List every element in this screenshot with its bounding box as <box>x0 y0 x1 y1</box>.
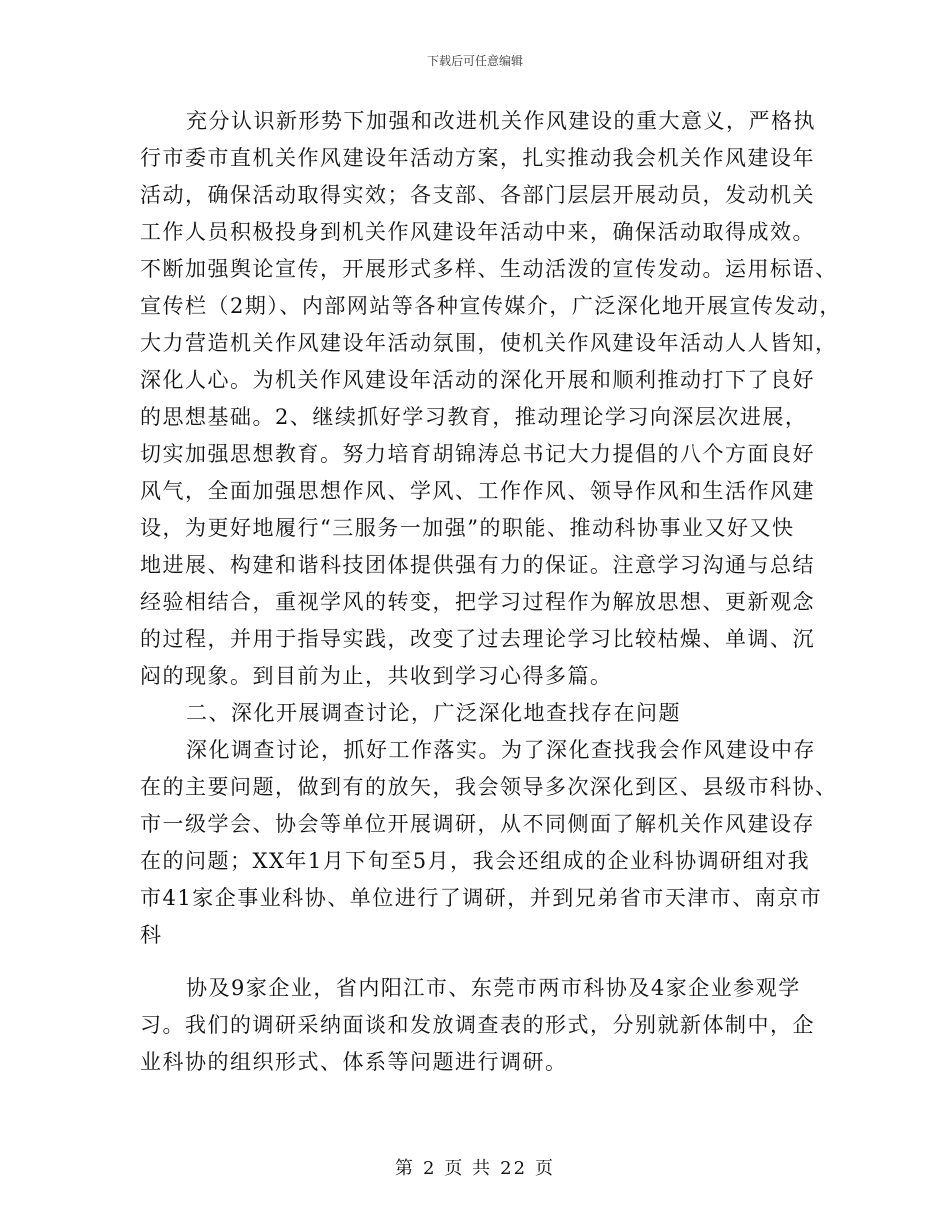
page-footer <box>0 1154 950 1180</box>
paragraph-line: 的过程，并用于指导实践，改变了过去理论学习比较枯燥、单调、沉 <box>140 627 815 651</box>
paragraph-line: 市41家企事业科协、单位进行了调研，并到兄弟省市天津市、南京市 <box>140 886 823 910</box>
paragraph-line: 深化调查讨论，抓好工作落实。为了深化查找我会作风建设中存 <box>186 738 816 762</box>
paragraph-line: 活动，确保活动取得实效；各支部、各部门层层开展动员，发动机关 <box>140 183 815 207</box>
paragraph-line: 在的问题；XX年1月下旬至5月，我会还组成的企业科协调研组对我 <box>140 849 811 873</box>
paragraph-line: 经验相结合，重视学风的转变，把学习过程作为解放思想、更新观念 <box>140 590 815 614</box>
footer-suffix: 页 <box>535 1158 556 1179</box>
paragraph-line: 大力营造机关作风建设年活动氛围，使机关作风建设年活动人人皆知， <box>140 331 838 355</box>
paragraph-line: 的思想基础。2、继续抓好学习教育，推动理论学习向深层次进展， <box>140 405 808 429</box>
paragraph-line: 在的主要问题，做到有的放矢，我会领导多次深化到区、县级市科协、 <box>140 775 838 799</box>
paragraph-line: 深化人心。为机关作风建设年活动的深化开展和顺利推动打下了良好 <box>140 368 815 392</box>
paragraph-line: 宣传栏（2期）、内部网站等各种宣传媒介，广泛深化地开展宣传发动， <box>140 294 842 318</box>
footer-prefix: 第 <box>394 1158 415 1179</box>
paragraph-line: 协及9家企业，省内阳江市、东莞市两市科协及4家企业参观学 <box>186 976 801 1000</box>
current-page-number: 2 <box>422 1158 437 1179</box>
total-page-count: 22 <box>500 1158 528 1179</box>
paragraph-line: 不断加强舆论宣传，开展形式多样、生动活泼的宣传发动。运用标语、 <box>140 257 838 281</box>
paragraph-line: 切实加强思想教育。努力培育胡锦涛总书记大力提倡的八个方面良好 <box>140 442 815 466</box>
paragraph-line: 科 <box>140 923 163 947</box>
paragraph-line: 设，为更好地履行“三服务一加强”的职能、推动科协事业又好又快 <box>140 516 795 540</box>
paragraph-line: 充分认识新形势下加强和改进机关作风建设的重大意义，严格执 <box>186 109 816 133</box>
paragraph-line: 行市委市直机关作风建设年活动方案，扎实推动我会机关作风建设年 <box>140 146 815 170</box>
page-header: 下载后可任意编辑 <box>426 54 523 68</box>
paragraph-line: 风气，全面加强思想作风、学风、工作作风、领导作风和生活作风建 <box>140 479 815 503</box>
paragraph-line: 市一级学会、协会等单位开展调研，从不同侧面了解机关作风建设存 <box>140 812 815 836</box>
footer-mid: 页 共 <box>444 1158 493 1179</box>
paragraph-line: 业科协的组织形式、体系等问题进行调研。 <box>140 1050 568 1074</box>
section-heading: 二、深化开展调查讨论，广泛深化地查找存在问题 <box>186 701 681 725</box>
paragraph-line: 闷的现象。到目前为止，共收到学习心得多篇。 <box>140 664 613 688</box>
paragraph-line: 习。我们的调研采纳面谈和发放调查表的形式，分别就新体制中，企 <box>140 1013 815 1037</box>
paragraph-line: 地进展、构建和谐科技团体提供强有力的保证。注意学习沟通与总结 <box>140 553 815 577</box>
paragraph-line: 工作人员积极投身到机关作风建设年活动中来，确保活动取得成效。 <box>140 220 815 244</box>
document-body <box>140 103 842 1081</box>
